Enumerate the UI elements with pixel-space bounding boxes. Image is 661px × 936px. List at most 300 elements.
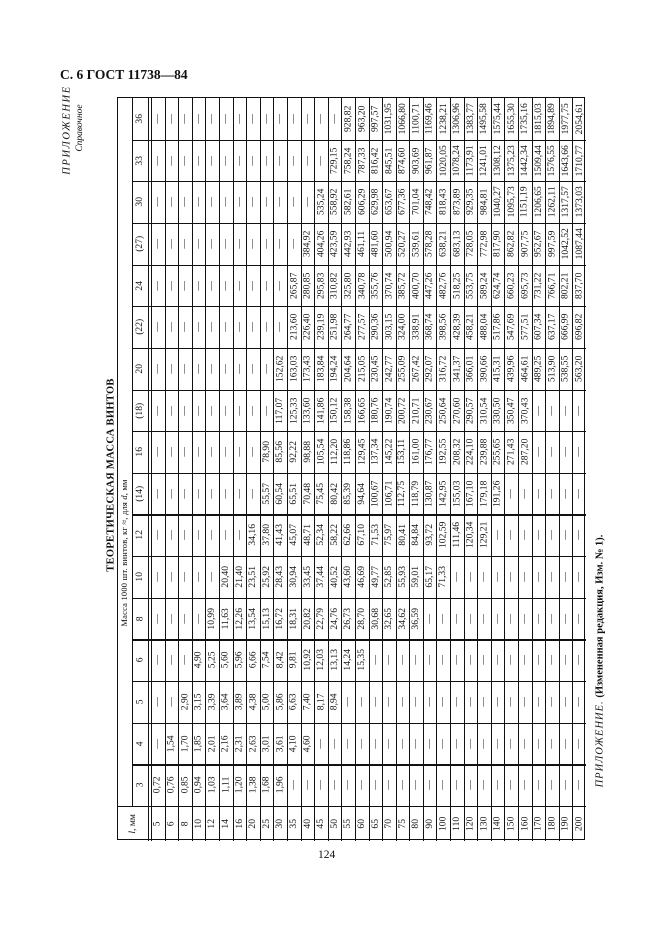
- mass-cell-text: 997,57: [369, 105, 381, 133]
- mass-cell-text: 118,79: [410, 480, 422, 507]
- mass-cell: [532, 98, 546, 140]
- mass-cell: [559, 181, 573, 223]
- diameter-label: [132, 140, 148, 182]
- mass-cell: [518, 764, 532, 806]
- mass-cell: [273, 723, 287, 765]
- mass-cell: [559, 431, 573, 473]
- mass-cell-text: 963,20: [355, 105, 367, 133]
- mass-cell: [246, 598, 260, 640]
- mass-cell: [219, 723, 233, 765]
- mass-cell-text: 683,13: [451, 230, 463, 257]
- mass-cell-text: —: [233, 238, 245, 249]
- mass-cell: [572, 265, 586, 307]
- mass-cell: [341, 556, 355, 598]
- mass-cell: [273, 556, 287, 598]
- mass-cell-text: 355,76: [369, 272, 381, 299]
- mass-cell: [301, 431, 315, 473]
- mass-cell: [477, 556, 491, 598]
- mass-cell-text: 24,76: [328, 607, 340, 630]
- mass-cell-text: —: [519, 613, 531, 624]
- mass-cell-text: —: [328, 738, 340, 749]
- appendix-type: Справочное: [75, 104, 85, 152]
- mass-cell-text: —: [559, 447, 571, 457]
- mass-cell-text: 163,03: [287, 355, 299, 382]
- mass-cell: [165, 556, 179, 598]
- mass-cell: [165, 265, 179, 307]
- mass-cell: [382, 556, 396, 598]
- mass-cell: [355, 98, 369, 140]
- mass-cell: [219, 598, 233, 640]
- mass-cell-text: —: [192, 197, 204, 207]
- mass-cell: [205, 556, 219, 598]
- mass-cell-text: 71,33: [437, 566, 449, 588]
- diameter-label-text: 10: [134, 572, 146, 582]
- mass-cell: [328, 306, 342, 348]
- mass-cell: [382, 140, 396, 182]
- mass-cell-text: 6,66: [247, 651, 259, 669]
- mass-cell-text: —: [274, 322, 286, 332]
- mass-cell-text: 677,36: [396, 188, 408, 216]
- mass-cell: [559, 473, 573, 515]
- mass-cell: [314, 306, 328, 348]
- mass-cell-text: —: [233, 488, 245, 499]
- mass-cell-text: 370,43: [519, 397, 531, 424]
- mass-cell: [287, 306, 301, 348]
- mass-cell-text: 3,39: [206, 693, 218, 711]
- mass-cell: [396, 223, 410, 265]
- mass-cell: [233, 681, 247, 723]
- mass-cell: [151, 681, 165, 723]
- mass-cell: [382, 764, 396, 806]
- mass-cell-text: —: [179, 405, 191, 416]
- mass-cell: [341, 473, 355, 515]
- mass-cell: [504, 598, 518, 640]
- mass-cell-text: 1575,44: [491, 103, 503, 135]
- mass-cell: [178, 556, 192, 598]
- mass-cell-text: —: [559, 405, 571, 416]
- mass-cell: [532, 223, 546, 265]
- mass-cell: [328, 181, 342, 223]
- mass-cell: [246, 98, 260, 140]
- mass-cell: [477, 140, 491, 182]
- mass-header-var: d: [119, 495, 129, 500]
- mass-cell: [328, 473, 342, 515]
- diameter-label: [132, 473, 148, 515]
- mass-cell-text: 52,34: [315, 524, 327, 547]
- mass-cell-text: —: [287, 155, 299, 166]
- mass-cell: [464, 598, 478, 640]
- mass-cell: [450, 98, 464, 140]
- length-label: [518, 806, 532, 841]
- mass-cell-text: —: [423, 655, 435, 666]
- mass-cell-text: 48,71: [301, 524, 313, 547]
- mass-cell: [409, 764, 423, 806]
- length-label-text: 130: [478, 816, 490, 831]
- mass-cell-text: 577,51: [519, 313, 531, 341]
- mass-cell-text: 93,72: [423, 524, 435, 547]
- mass-cell-text: —: [165, 155, 177, 166]
- mass-cell-text: —: [152, 447, 163, 457]
- mass-cell-text: 1,85: [192, 735, 204, 752]
- mass-cell: [192, 140, 206, 182]
- mass-cell-text: —: [315, 780, 327, 790]
- mass-cell: [205, 639, 219, 681]
- mass-cell: [423, 556, 437, 598]
- mass-cell: [559, 514, 573, 556]
- mass-cell-text: 303,15: [383, 313, 395, 341]
- mass-cell-text: —: [247, 405, 259, 416]
- mass-cell-text: 3,89: [233, 693, 245, 711]
- mass-cell: [219, 556, 233, 598]
- mass-cell: [165, 681, 179, 723]
- mass-cell-text: —: [192, 238, 204, 249]
- mass-cell-text: 161,00: [410, 438, 422, 466]
- mass-cell: [273, 639, 287, 681]
- mass-cell-text: 606,29: [355, 188, 367, 216]
- mass-cell-text: 16,72: [274, 607, 286, 630]
- mass-cell-text: —: [546, 572, 558, 582]
- mass-cell: [518, 598, 532, 640]
- mass-cell-text: 338,91: [410, 313, 422, 341]
- mass-cell: [382, 98, 396, 140]
- mass-cell: [287, 556, 301, 598]
- mass-cell-text: —: [206, 322, 218, 332]
- mass-cell-text: —: [233, 114, 245, 124]
- mass-cell: [151, 431, 165, 473]
- footnote-lead: ПРИЛОЖЕНИЕ.: [594, 700, 606, 788]
- mass-cell-text: —: [260, 405, 272, 416]
- mass-cell: [233, 723, 247, 765]
- mass-cell: [491, 348, 505, 390]
- mass-cell: [396, 473, 410, 515]
- mass-cell: [205, 390, 219, 432]
- mass-cell: [233, 265, 247, 307]
- mass-cell-text: —: [260, 197, 272, 207]
- mass-cell: [328, 514, 342, 556]
- mass-cell: [246, 223, 260, 265]
- mass-cell: [341, 181, 355, 223]
- mass-cell-text: 701,04: [410, 188, 422, 216]
- mass-cell-text: 239,88: [478, 438, 490, 466]
- mass-cell-text: —: [546, 655, 558, 666]
- mass-cell: [382, 723, 396, 765]
- mass-cell: [464, 639, 478, 681]
- mass-cell-text: 1576,55: [546, 144, 558, 177]
- mass-cell: [572, 223, 586, 265]
- mass-cell-text: 37,44: [315, 566, 327, 588]
- mass-cell-text: —: [532, 738, 544, 749]
- mass-cell-text: —: [505, 613, 517, 624]
- mass-cell-text: —: [219, 488, 231, 499]
- mass-cell-text: 28,70: [355, 607, 367, 630]
- length-label-text: 45: [315, 818, 327, 829]
- mass-cell-text: —: [247, 238, 259, 249]
- mass-cell: [260, 473, 274, 515]
- mass-cell: [396, 181, 410, 223]
- mass-cell-text: 4,38: [247, 693, 259, 711]
- mass-cell: [545, 223, 559, 265]
- mass-cell-text: —: [451, 780, 463, 790]
- mass-cell-text: —: [233, 363, 245, 374]
- mass-cell-text: 62,66: [342, 524, 354, 547]
- mass-cell-text: —: [179, 572, 191, 582]
- mass-cell: [246, 473, 260, 515]
- mass-cell-text: 748,42: [423, 188, 435, 216]
- mass-cell: [464, 98, 478, 140]
- mass-cell: [219, 431, 233, 473]
- length-label-text: 120: [464, 816, 476, 831]
- mass-cell-text: —: [410, 697, 422, 707]
- mass-cell-text: —: [179, 363, 191, 374]
- mass-cell-text: —: [369, 738, 381, 749]
- mass-cell-text: 37,80: [260, 524, 272, 547]
- mass-cell: [532, 265, 546, 307]
- mass-cell-text: 1020,05: [437, 144, 449, 177]
- mass-cell-text: —: [451, 697, 463, 707]
- mass-cell-text: 589,24: [478, 272, 490, 299]
- mass-cell: [165, 514, 179, 556]
- mass-cell-text: 15,13: [260, 607, 272, 630]
- mass-cell: [396, 764, 410, 806]
- mass-cell-text: —: [328, 114, 340, 124]
- mass-cell: [491, 598, 505, 640]
- mass-cell: [464, 473, 478, 515]
- mass-cell-text: —: [287, 238, 299, 249]
- mass-cell-text: 280,85: [301, 272, 313, 299]
- mass-cell: [382, 514, 396, 556]
- mass-cell-text: 4,10: [287, 735, 299, 752]
- length-label: [572, 806, 586, 841]
- mass-cell: [314, 390, 328, 432]
- mass-cell-text: —: [478, 572, 490, 582]
- mass-cell-text: —: [206, 238, 218, 249]
- mass-cell: [192, 681, 206, 723]
- mass-cell-text: —: [396, 697, 408, 707]
- length-label-text: 35: [287, 818, 299, 829]
- mass-cell-text: 1,96: [274, 776, 286, 794]
- screw-mass-table: [117, 97, 585, 840]
- mass-cell-text: —: [287, 114, 299, 124]
- length-label-text: 75: [396, 818, 408, 829]
- mass-cell: [301, 140, 315, 182]
- mass-cell-text: —: [519, 780, 531, 790]
- mass-cell-text: —: [546, 530, 558, 541]
- mass-cell-text: —: [274, 155, 286, 166]
- mass-cell: [355, 514, 369, 556]
- mass-cell-text: —: [219, 238, 231, 249]
- mass-cell: [192, 265, 206, 307]
- mass-cell-text: 903,69: [410, 147, 422, 174]
- mass-cell: [314, 639, 328, 681]
- mass-cell-text: —: [410, 655, 422, 666]
- mass-cell: [273, 390, 287, 432]
- mass-cell: [559, 639, 573, 681]
- mass-cell: [409, 681, 423, 723]
- mass-cell: [491, 681, 505, 723]
- mass-cell-text: 2,90: [179, 693, 191, 711]
- mass-cell: [518, 223, 532, 265]
- mass-cell: [219, 265, 233, 307]
- mass-cell: [341, 306, 355, 348]
- mass-cell-text: 21,40: [233, 566, 245, 588]
- mass-cell: [491, 514, 505, 556]
- mass-cell: [436, 514, 450, 556]
- mass-cell-text: 230,45: [369, 355, 381, 382]
- mass-cell-text: 75,45: [315, 482, 327, 505]
- mass-cell: [491, 723, 505, 765]
- mass-cell: [504, 639, 518, 681]
- mass-cell: [287, 473, 301, 515]
- mass-cell: [409, 556, 423, 598]
- mass-cell: [382, 348, 396, 390]
- mass-cell-text: 67,10: [355, 524, 367, 547]
- mass-cell: [287, 140, 301, 182]
- mass-cell: [165, 473, 179, 515]
- mass-cell: [192, 223, 206, 265]
- mass-cell-text: 1238,21: [437, 103, 449, 135]
- mass-cell: [233, 514, 247, 556]
- mass-cell: [192, 556, 206, 598]
- mass-cell: [396, 390, 410, 432]
- length-label: [341, 806, 355, 841]
- mass-cell-text: 547,69: [505, 313, 517, 341]
- mass-cell-text: —: [396, 655, 408, 666]
- mass-cell-text: 984,81: [478, 188, 490, 216]
- mass-cell-text: 4,60: [301, 735, 313, 752]
- mass-cell-text: —: [274, 197, 286, 207]
- length-label-text: 140: [491, 816, 503, 831]
- mass-cell-text: —: [152, 697, 163, 707]
- mass-cell: [355, 265, 369, 307]
- mass-cell-text: —: [192, 280, 204, 291]
- mass-cell-text: —: [247, 280, 259, 291]
- mass-cell-text: 153,11: [396, 438, 408, 465]
- mass-cell: [491, 140, 505, 182]
- mass-cell: [504, 306, 518, 348]
- mass-cell: [328, 639, 342, 681]
- mass-cell: [369, 181, 383, 223]
- mass-cell-text: 1078,24: [451, 144, 463, 177]
- mass-cell-text: 1306,96: [451, 103, 463, 135]
- mass-cell: [192, 598, 206, 640]
- mass-cell: [545, 514, 559, 556]
- mass-cell: [532, 390, 546, 432]
- mass-cell: [504, 181, 518, 223]
- mass-cell: [341, 98, 355, 140]
- diameter-label: [132, 98, 148, 140]
- length-label-text: 10: [192, 818, 204, 829]
- diameter-label: [132, 390, 148, 432]
- mass-cell: [260, 390, 274, 432]
- mass-cell-text: 3,01: [260, 735, 272, 752]
- mass-cell: [572, 390, 586, 432]
- mass-cell-text: 152,62: [274, 355, 286, 382]
- mass-cell-text: —: [233, 322, 245, 332]
- mass-cell: [233, 348, 247, 390]
- mass-cell-text: —: [179, 488, 191, 499]
- mass-cell-text: —: [423, 613, 435, 624]
- mass-cell: [450, 514, 464, 556]
- mass-cell: [355, 473, 369, 515]
- mass-cell: [355, 223, 369, 265]
- mass-cell: [559, 140, 573, 182]
- mass-cell-text: —: [573, 738, 585, 749]
- mass-cell: [178, 306, 192, 348]
- mass-cell-text: 191,26: [491, 480, 503, 507]
- mass-cell: [314, 681, 328, 723]
- mass-cell-text: —: [532, 488, 544, 499]
- mass-cell: [355, 764, 369, 806]
- mass-cell-text: —: [559, 697, 571, 707]
- mass-cell-text: 213,60: [287, 313, 299, 341]
- mass-cell: [545, 764, 559, 806]
- length-label: [328, 806, 342, 841]
- mass-cell-text: —: [505, 780, 517, 790]
- mass-cell: [314, 556, 328, 598]
- mass-cell-text: 928,82: [342, 105, 354, 133]
- mass-cell: [436, 140, 450, 182]
- length-label-text: 150: [505, 816, 517, 831]
- mass-cell: [423, 98, 437, 140]
- mass-cell: [572, 140, 586, 182]
- mass-cell: [328, 98, 342, 140]
- mass-cell: [151, 639, 165, 681]
- mass-cell-text: 34,16: [247, 524, 259, 547]
- mass-cell-text: —: [165, 238, 177, 249]
- mass-cell-text: —: [192, 322, 204, 332]
- mass-cell: [260, 723, 274, 765]
- mass-cell: [165, 181, 179, 223]
- mass-cell: [273, 181, 287, 223]
- mass-cell-text: 30,68: [369, 607, 381, 630]
- mass-cell-text: 368,74: [423, 313, 435, 341]
- mass-cell: [450, 306, 464, 348]
- mass-cell: [436, 556, 450, 598]
- mass-cell-text: 14,24: [342, 649, 354, 672]
- mass-cell-text: —: [206, 572, 218, 582]
- mass-cell-text: —: [233, 530, 245, 541]
- mass-cell: [504, 140, 518, 182]
- mass-cell-text: 638,21: [437, 230, 449, 257]
- diameter-label: [132, 181, 148, 223]
- mass-cell-text: —: [152, 322, 163, 332]
- mass-cell-text: 0,76: [165, 776, 177, 794]
- mass-cell-text: —: [179, 322, 191, 332]
- mass-cell-text: 1643,66: [559, 144, 571, 177]
- mass-cell: [396, 598, 410, 640]
- mass-cell-text: 1442,34: [519, 144, 531, 177]
- mass-cell-text: 837,70: [573, 272, 585, 299]
- mass-cell: [409, 140, 423, 182]
- mass-cell-text: 458,21: [464, 313, 476, 341]
- mass-cell: [423, 223, 437, 265]
- diameter-label: [132, 556, 148, 598]
- mass-cell: [504, 764, 518, 806]
- mass-cell: [518, 265, 532, 307]
- mass-cell: [165, 390, 179, 432]
- mass-cell: [504, 265, 518, 307]
- mass-cell-text: —: [152, 405, 163, 416]
- mass-cell: [260, 598, 274, 640]
- mass-cell-text: —: [165, 197, 177, 207]
- mass-cell: [328, 431, 342, 473]
- mass-cell-text: —: [247, 114, 259, 124]
- mass-cell: [219, 98, 233, 140]
- mass-cell-text: 1815,03: [532, 103, 544, 135]
- mass-cell-text: 423,59: [328, 230, 340, 257]
- mass-cell: [287, 390, 301, 432]
- mass-cell: [151, 556, 165, 598]
